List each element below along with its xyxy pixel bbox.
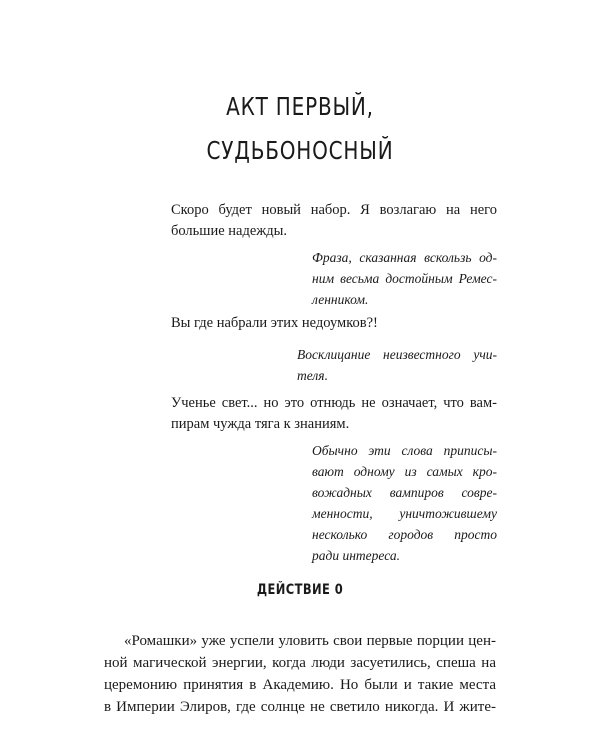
epigraph-3-attribution xyxy=(312,440,497,566)
epigraph-3-attribution-line: ради интереса. xyxy=(312,548,400,563)
act-title-line-2: СУДЬБОНОСНЫЙ xyxy=(206,136,394,165)
epigraph-1-quote-line: большие надежды. xyxy=(171,223,288,239)
epigraph-1-attribution-line: ленником. xyxy=(312,292,369,307)
epigraph-2-quote xyxy=(171,313,497,334)
act-title-line-1: АКТ ПЕРВЫЙ, xyxy=(226,92,374,121)
epigraph-3-attribution-line: Обычно эти слова приписы- xyxy=(312,443,497,458)
epigraph-3-attribution-line: вожадных вампиров совре- xyxy=(312,485,497,500)
epigraph-1-attribution-line: ним весьма достойным Ремес- xyxy=(312,271,497,286)
epigraph-1-quote-line: Скоро будет новый набор. Я возлагаю на него xyxy=(171,202,497,218)
epigraph-2-attribution xyxy=(297,344,497,386)
body-line: ной магической энергии, когда люди засуетились, спеша на xyxy=(104,655,496,671)
epigraph-3-attribution-line: несколько городов просто xyxy=(312,527,497,542)
epigraph-3-attribution-line: менности, уничтожившему xyxy=(312,506,497,521)
epigraph-3-quote xyxy=(171,393,497,435)
section-heading: ДЕЙСТВИЕ 0 xyxy=(256,582,344,598)
epigraph-1-attribution xyxy=(312,247,497,310)
body-line: в Империи Элиров, где солнце не светило никогда. И жите- xyxy=(104,699,496,715)
epigraph-3-attribution-line: вают одному из самых кро- xyxy=(312,464,497,479)
epigraph-1-quote xyxy=(171,200,497,242)
epigraph-2-quote-line: Вы где набрали этих недоумков?! xyxy=(171,315,378,331)
body-line: церемонию принятия в Академию. Но были и такие места xyxy=(104,677,496,693)
epigraph-2-attribution-line: теля. xyxy=(297,368,328,383)
body-paragraph xyxy=(104,630,496,718)
epigraph-3-quote-line: Ученье свет... но это отнюдь не означает, что вам- xyxy=(171,395,497,411)
epigraph-3-quote-line: пирам чужда тяга к знаниям. xyxy=(171,416,350,432)
epigraph-2-attribution-line: Восклицание неизвестного учи- xyxy=(297,347,497,362)
epigraph-1-attribution-line: Фраза, сказанная вскользь од- xyxy=(312,250,497,265)
body-line: «Ромашки» уже успели уловить свои первые порции цен- xyxy=(124,633,496,649)
